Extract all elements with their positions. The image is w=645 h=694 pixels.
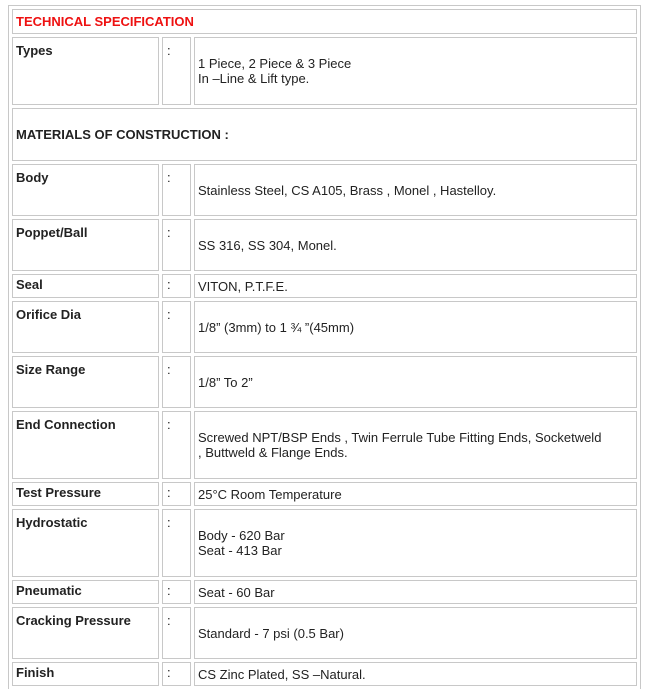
separator: : <box>162 37 191 105</box>
spec-row-poppet-ball <box>12 219 637 271</box>
spec-row-test-pressure <box>12 482 637 506</box>
spec-label: Finish <box>12 662 159 686</box>
section-heading: MATERIALS OF CONSTRUCTION : <box>12 108 637 161</box>
spec-value-line: , Buttweld & Flange Ends. <box>198 445 348 460</box>
separator: : <box>162 219 191 271</box>
spec-row-body <box>12 164 637 216</box>
technical-specification-table <box>8 5 641 689</box>
spec-value <box>194 662 637 686</box>
spec-value <box>194 356 637 408</box>
separator: : <box>162 274 191 298</box>
spec-value-line: In –Line & Lift type. <box>198 71 310 86</box>
spec-value <box>194 411 637 479</box>
spec-row-pneumatic <box>12 580 637 604</box>
spec-value <box>194 219 637 271</box>
spec-value-line: Seat - 413 Bar <box>198 543 282 558</box>
spec-value-line: 25°C Room Temperature <box>198 486 342 502</box>
spec-value-line: CS Zinc Plated, SS –Natural. <box>198 666 366 682</box>
separator: : <box>162 301 191 353</box>
spec-label: Size Range <box>12 356 159 408</box>
section-row <box>12 108 637 161</box>
spec-value-line: Seat - 60 Bar <box>198 584 275 600</box>
spec-value-line: 1/8” To 2” <box>198 374 253 390</box>
spec-value <box>194 37 637 105</box>
separator: : <box>162 411 191 479</box>
separator: : <box>162 509 191 577</box>
spec-value-line: 1/8” (3mm) to 1 ¾ ”(45mm) <box>198 319 355 335</box>
spec-row-types <box>12 37 637 105</box>
spec-value-line: VITON, P.T.F.E. <box>198 278 288 294</box>
title-row <box>12 9 637 34</box>
spec-label: Seal <box>12 274 159 298</box>
spec-label: Test Pressure <box>12 482 159 506</box>
spec-label: Cracking Pressure <box>12 607 159 659</box>
spec-value <box>194 274 637 298</box>
spec-value-line: Screwed NPT/BSP Ends , Twin Ferrule Tube Fitting Ends, Socketweld <box>198 430 602 445</box>
spec-value <box>194 509 637 577</box>
spec-row-size-range <box>12 356 637 408</box>
spec-label: Pneumatic <box>12 580 159 604</box>
spec-value <box>194 482 637 506</box>
spec-value-line: Stainless Steel, CS A105, Brass , Monel , Hastelloy. <box>198 182 497 198</box>
spec-label: Body <box>12 164 159 216</box>
spec-row-seal <box>12 274 637 298</box>
spec-row-end-connection <box>12 411 637 479</box>
spec-row-orifice-dia <box>12 301 637 353</box>
spec-value <box>194 164 637 216</box>
spec-label: Orifice Dia <box>12 301 159 353</box>
separator: : <box>162 607 191 659</box>
spec-row-cracking-pressure <box>12 607 637 659</box>
spec-value-line: 1 Piece, 2 Piece & 3 Piece <box>198 56 352 71</box>
spec-label: Poppet/Ball <box>12 219 159 271</box>
spec-value-line: SS 316, SS 304, Monel. <box>198 237 337 253</box>
spec-row-finish <box>12 662 637 686</box>
spec-label: Types <box>12 37 159 105</box>
separator: : <box>162 662 191 686</box>
spec-value-line: Body - 620 Bar <box>198 528 285 543</box>
table-title: TECHNICAL SPECIFICATION <box>12 9 637 34</box>
spec-label: Hydrostatic <box>12 509 159 577</box>
spec-value <box>194 607 637 659</box>
spec-value-line: Standard - 7 psi (0.5 Bar) <box>198 625 344 641</box>
separator: : <box>162 356 191 408</box>
separator: : <box>162 580 191 604</box>
spec-label: End Connection <box>12 411 159 479</box>
spec-value <box>194 301 637 353</box>
spec-value <box>194 580 637 604</box>
separator: : <box>162 482 191 506</box>
separator: : <box>162 164 191 216</box>
spec-row-hydrostatic <box>12 509 637 577</box>
